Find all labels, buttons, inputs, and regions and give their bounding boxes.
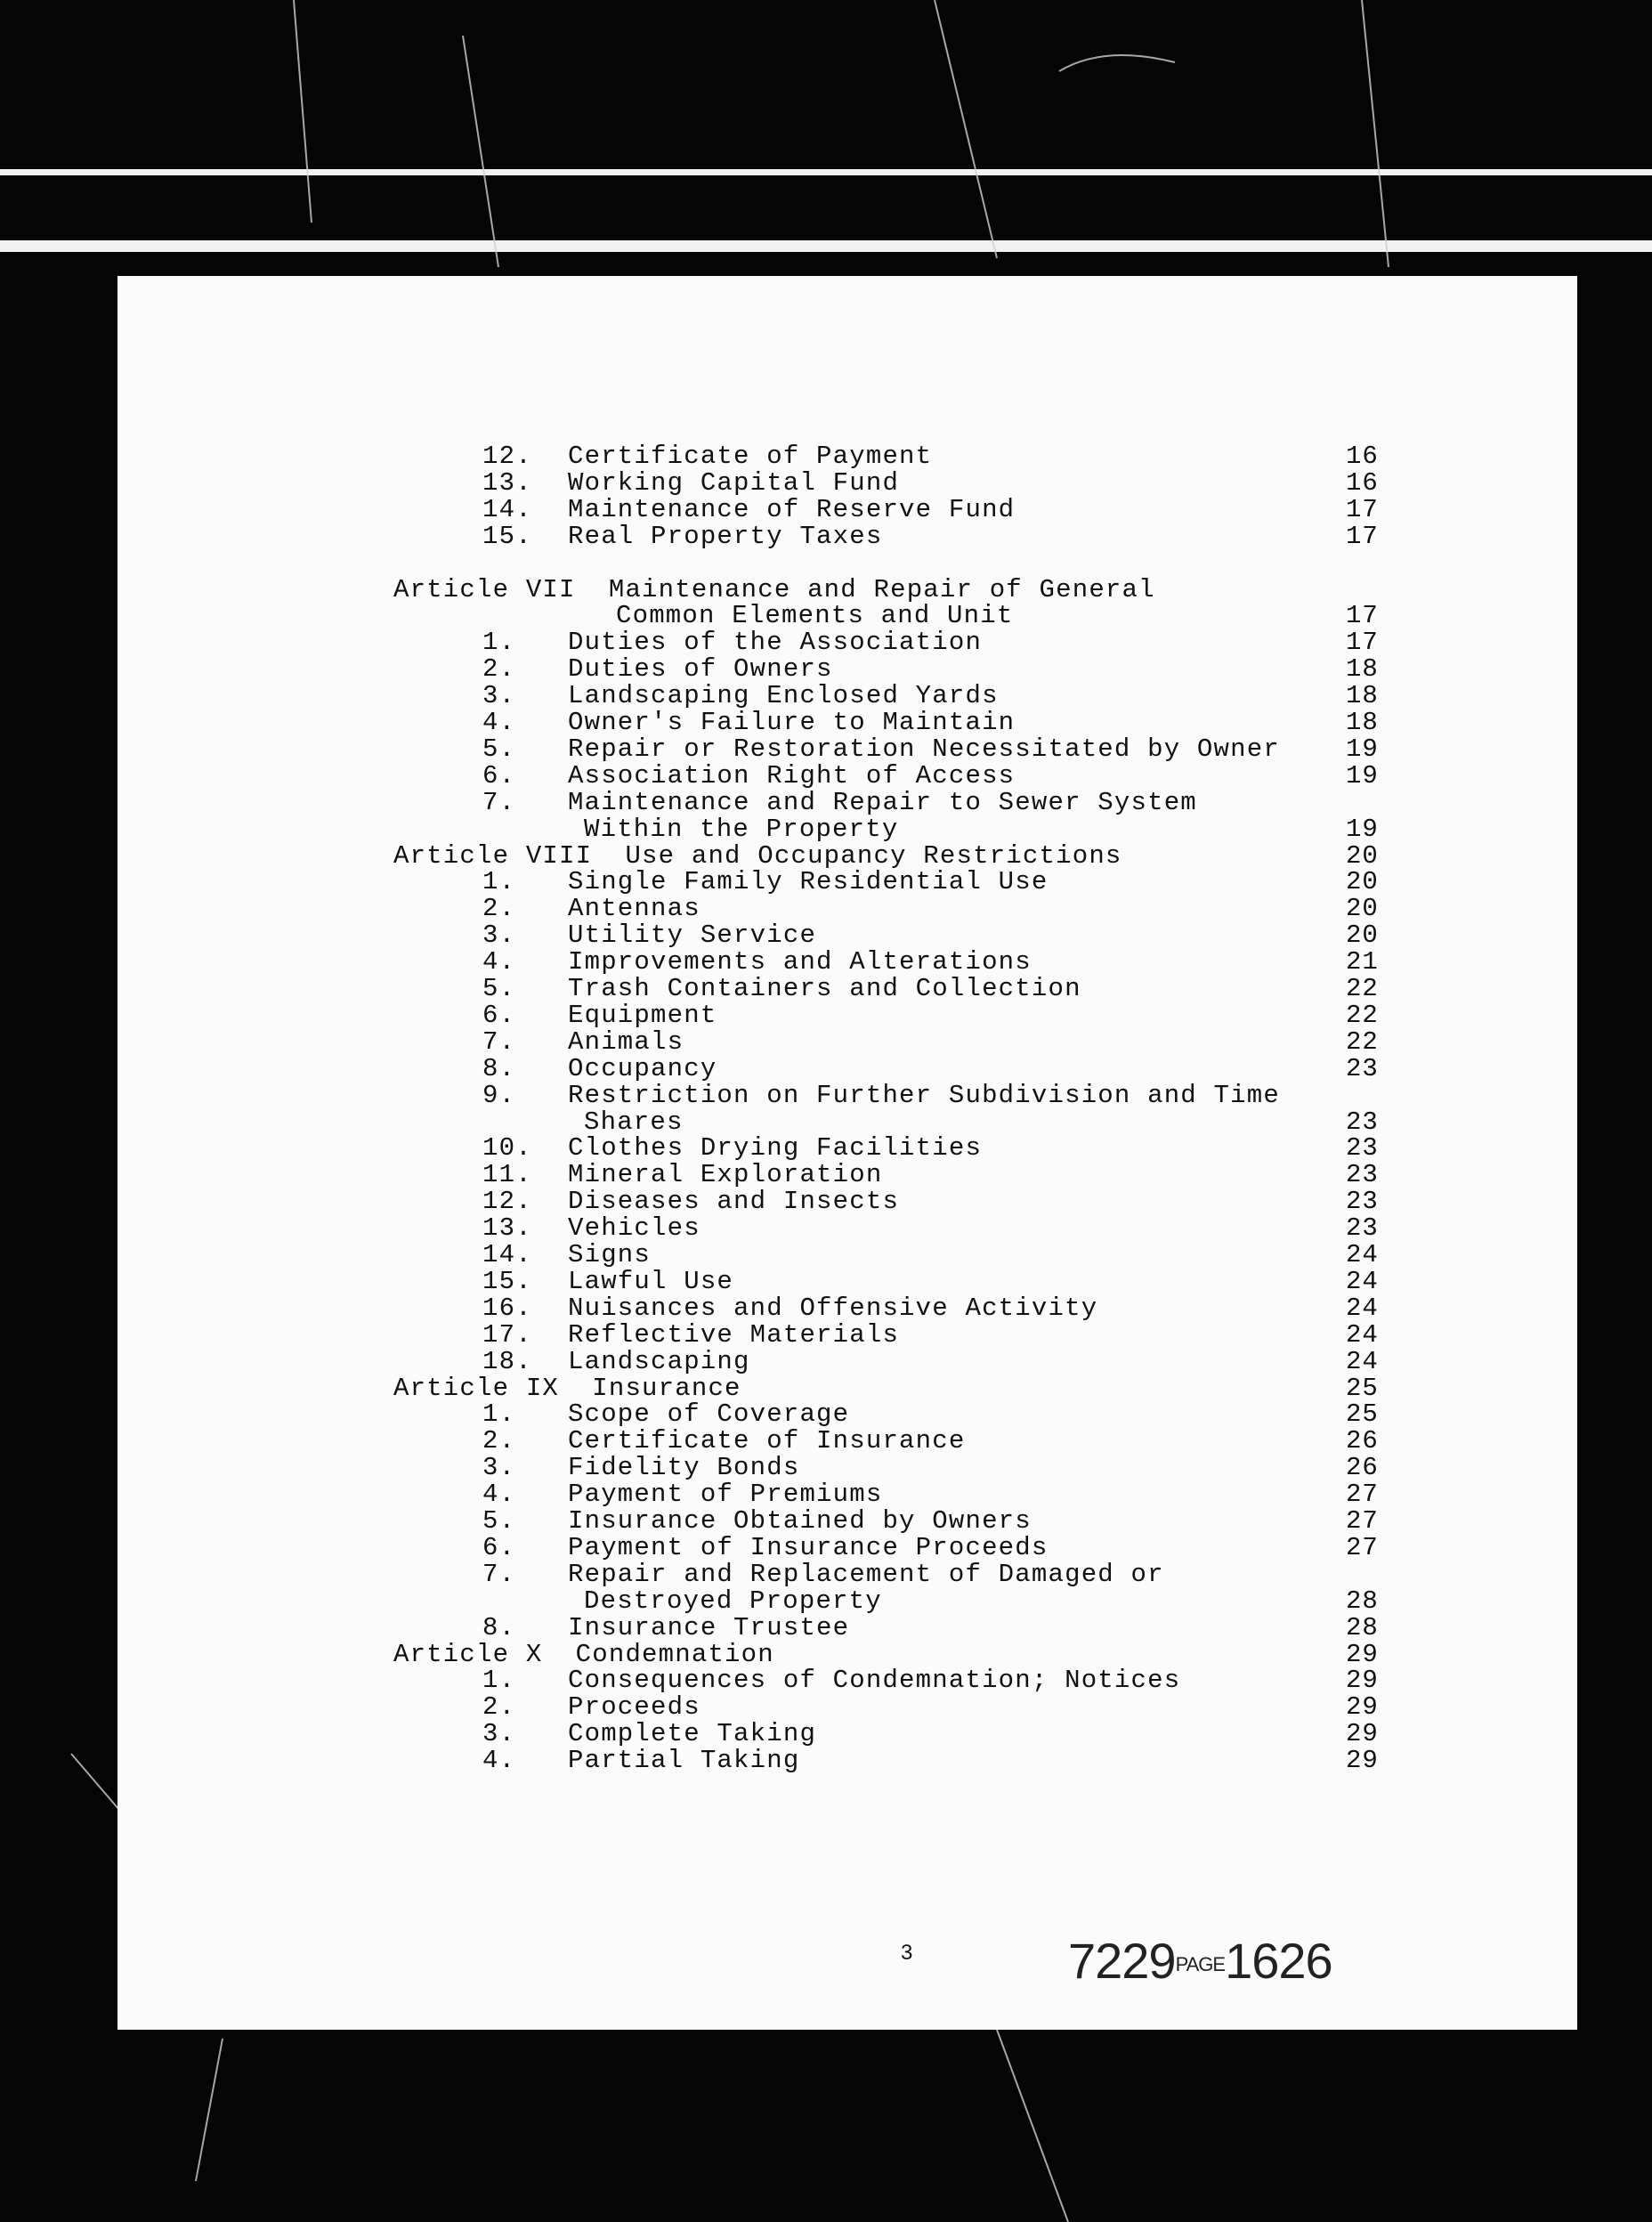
toc-item-number: 10.	[482, 1133, 532, 1164]
toc-item-number: 8.	[482, 1612, 516, 1642]
toc-item-number: 8.	[482, 1053, 516, 1083]
toc-item-title: Owner's Failure to Maintain	[568, 708, 1016, 737]
toc-item-title: Insurance Trustee	[568, 1612, 850, 1642]
toc-item-title: Association Right of Access	[568, 760, 1016, 791]
toc-item-title: Working Capital Fund	[568, 467, 900, 498]
stamp-book-number: 7229	[1068, 1933, 1176, 1989]
toc-item-number: 2.	[482, 1692, 516, 1723]
toc-item-title: Equipment	[568, 1000, 717, 1030]
article-heading-continued: Common Elements and Unit	[616, 601, 1014, 631]
toc-page-number: 27	[1346, 1532, 1379, 1562]
toc-page-number: 24	[1346, 1293, 1379, 1323]
toc-item-title: Single Family Residential Use	[568, 867, 1049, 897]
stamp-page-number: 1626	[1225, 1933, 1332, 1989]
toc-item-title: Proceeds	[568, 1692, 700, 1723]
toc-page-number: 16	[1346, 467, 1379, 498]
toc-page-number: 17	[1346, 494, 1379, 524]
page-number: 3	[901, 1941, 913, 1965]
toc-item-title: Lawful Use	[568, 1266, 734, 1296]
toc-item-title: Diseases and Insects	[568, 1187, 900, 1217]
toc-item-title: Vehicles	[568, 1213, 700, 1244]
toc-page-number: 28	[1346, 1585, 1379, 1616]
toc-item-number: 4.	[482, 708, 516, 737]
toc-item-title: Animals	[568, 1026, 684, 1057]
toc-item-number: 17.	[482, 1319, 532, 1350]
toc-page-number: 24	[1346, 1319, 1379, 1350]
toc-page-number: 27	[1346, 1506, 1379, 1536]
table-of-contents	[117, 276, 1577, 2030]
toc-page-number: 20	[1346, 840, 1379, 871]
toc-page-number: 28	[1346, 1612, 1379, 1642]
toc-item-number: 15.	[482, 1266, 532, 1296]
toc-page-number: 26	[1346, 1426, 1379, 1456]
toc-item-title: Nuisances and Offensive Activity	[568, 1293, 1098, 1323]
toc-item-number: 1.	[482, 867, 516, 897]
toc-item-title: Certificate of Payment	[568, 442, 933, 471]
toc-page-number: 22	[1346, 1000, 1379, 1030]
toc-item-title-continued: Within the Property	[584, 814, 899, 844]
toc-item-title: Antennas	[568, 894, 700, 924]
toc-page-number: 16	[1346, 442, 1379, 471]
toc-item-title: Trash Containers and Collection	[568, 974, 1081, 1003]
toc-item-number: 1.	[482, 1399, 516, 1430]
toc-page-number: 26	[1346, 1453, 1379, 1483]
toc-item-title: Maintenance of Reserve Fund	[568, 494, 1016, 524]
toc-item-title: Certificate of Insurance	[568, 1426, 966, 1456]
toc-item-title: Repair and Replacement of Damaged or	[568, 1559, 1164, 1589]
toc-item-title: Utility Service	[568, 920, 817, 951]
toc-item-title-continued: Shares	[584, 1107, 684, 1137]
toc-item-number: 1.	[482, 628, 516, 658]
toc-item-number: 2.	[482, 894, 516, 924]
toc-item-title: Landscaping	[568, 1346, 750, 1376]
toc-item-number: 3.	[482, 1453, 516, 1483]
toc-item-number: 3.	[482, 920, 516, 951]
article-heading: Article VII Maintenance and Repair of General	[393, 574, 1155, 604]
toc-page-number: 19	[1346, 760, 1379, 791]
toc-item-title: Repair or Restoration Necessitated by Owner	[568, 734, 1280, 764]
toc-item-title: Payment of Insurance Proceeds	[568, 1532, 1049, 1562]
toc-item-number: 5.	[482, 974, 516, 1003]
toc-item-number: 16.	[482, 1293, 532, 1323]
toc-item-title: Restriction on Further Subdivision and Time	[568, 1080, 1280, 1110]
toc-page-number: 23	[1346, 1213, 1379, 1244]
toc-item-number: 9.	[482, 1080, 516, 1110]
toc-item-number: 12.	[482, 442, 532, 471]
toc-item-title: Clothes Drying Facilities	[568, 1133, 983, 1164]
toc-item-number: 3.	[482, 1719, 516, 1749]
toc-page-number: 25	[1346, 1373, 1379, 1403]
article-heading: Article VIII Use and Occupancy Restrictions	[393, 840, 1122, 871]
toc-item-number: 7.	[482, 1559, 516, 1589]
toc-item-number: 13.	[482, 467, 532, 498]
toc-page-number: 29	[1346, 1692, 1379, 1723]
toc-item-number: 6.	[482, 1532, 516, 1562]
toc-page-number: 23	[1346, 1187, 1379, 1217]
toc-page-number: 22	[1346, 974, 1379, 1003]
article-heading: Article IX Insurance	[393, 1373, 741, 1403]
toc-item-number: 4.	[482, 1746, 516, 1776]
toc-item-title: Landscaping Enclosed Yards	[568, 681, 999, 711]
toc-item-title: Improvements and Alterations	[568, 947, 1032, 977]
toc-item-title: Insurance Obtained by Owners	[568, 1506, 1032, 1536]
toc-item-number: 11.	[482, 1160, 532, 1190]
toc-page-number: 23	[1346, 1053, 1379, 1083]
toc-item-number: 12.	[482, 1187, 532, 1217]
toc-item-number: 15.	[482, 521, 532, 551]
toc-item-number: 7.	[482, 787, 516, 817]
toc-item-title: Signs	[568, 1240, 652, 1269]
toc-item-title: Fidelity Bonds	[568, 1453, 800, 1483]
toc-page-number: 20	[1346, 867, 1379, 897]
toc-page-number: 23	[1346, 1107, 1379, 1137]
toc-item-title: Consequences of Condemnation; Notices	[568, 1666, 1181, 1696]
toc-page-number: 24	[1346, 1240, 1379, 1269]
article-heading: Article X Condemnation	[393, 1639, 774, 1669]
toc-page-number: 25	[1346, 1399, 1379, 1430]
toc-item-number: 3.	[482, 681, 516, 711]
toc-page-number: 20	[1346, 920, 1379, 951]
toc-item-title: Maintenance and Repair to Sewer System	[568, 787, 1197, 817]
toc-item-title: Occupancy	[568, 1053, 717, 1083]
toc-item-title: Scope of Coverage	[568, 1399, 850, 1430]
toc-item-title: Real Property Taxes	[568, 521, 883, 551]
toc-page-number: 20	[1346, 894, 1379, 924]
toc-page-number: 18	[1346, 654, 1379, 685]
toc-page-number: 23	[1346, 1133, 1379, 1164]
toc-page-number: 23	[1346, 1160, 1379, 1190]
toc-item-number: 2.	[482, 654, 516, 685]
toc-item-number: 14.	[482, 494, 532, 524]
toc-page-number: 18	[1346, 708, 1379, 737]
toc-page-number: 29	[1346, 1746, 1379, 1776]
toc-page-number: 17	[1346, 521, 1379, 551]
toc-item-title: Duties of the Association	[568, 628, 983, 658]
recording-stamp	[1068, 1932, 1332, 1990]
toc-item-number: 13.	[482, 1213, 532, 1244]
toc-item-title: Duties of Owners	[568, 654, 833, 685]
toc-item-number: 18.	[482, 1346, 532, 1376]
toc-page-number: 19	[1346, 734, 1379, 764]
toc-item-title: Reflective Materials	[568, 1319, 900, 1350]
toc-item-title: Partial Taking	[568, 1746, 800, 1776]
toc-item-title-continued: Destroyed Property	[584, 1585, 882, 1616]
toc-item-number: 7.	[482, 1026, 516, 1057]
toc-item-number: 5.	[482, 734, 516, 764]
toc-page-number: 19	[1346, 814, 1379, 844]
toc-page-number: 27	[1346, 1480, 1379, 1510]
toc-item-number: 14.	[482, 1240, 532, 1269]
toc-item-number: 4.	[482, 1480, 516, 1510]
toc-page-number: 29	[1346, 1639, 1379, 1669]
toc-item-title: Mineral Exploration	[568, 1160, 883, 1190]
toc-item-title: Payment of Premiums	[568, 1480, 883, 1510]
toc-item-number: 4.	[482, 947, 516, 977]
toc-item-number: 2.	[482, 1426, 516, 1456]
toc-item-number: 6.	[482, 1000, 516, 1030]
toc-page-number: 18	[1346, 681, 1379, 711]
document-page	[117, 276, 1577, 2030]
toc-item-number: 6.	[482, 760, 516, 791]
toc-page-number: 21	[1346, 947, 1379, 977]
toc-page-number: 29	[1346, 1666, 1379, 1696]
toc-page-number: 29	[1346, 1719, 1379, 1749]
toc-page-number: 24	[1346, 1346, 1379, 1376]
toc-page-number: 22	[1346, 1026, 1379, 1057]
toc-item-number: 5.	[482, 1506, 516, 1536]
toc-page-number: 17	[1346, 628, 1379, 658]
stamp-page-label: PAGE	[1175, 1953, 1226, 1976]
toc-page-number: 17	[1346, 601, 1379, 631]
toc-item-title: Complete Taking	[568, 1719, 817, 1749]
toc-page-number: 24	[1346, 1266, 1379, 1296]
toc-item-number: 1.	[482, 1666, 516, 1696]
